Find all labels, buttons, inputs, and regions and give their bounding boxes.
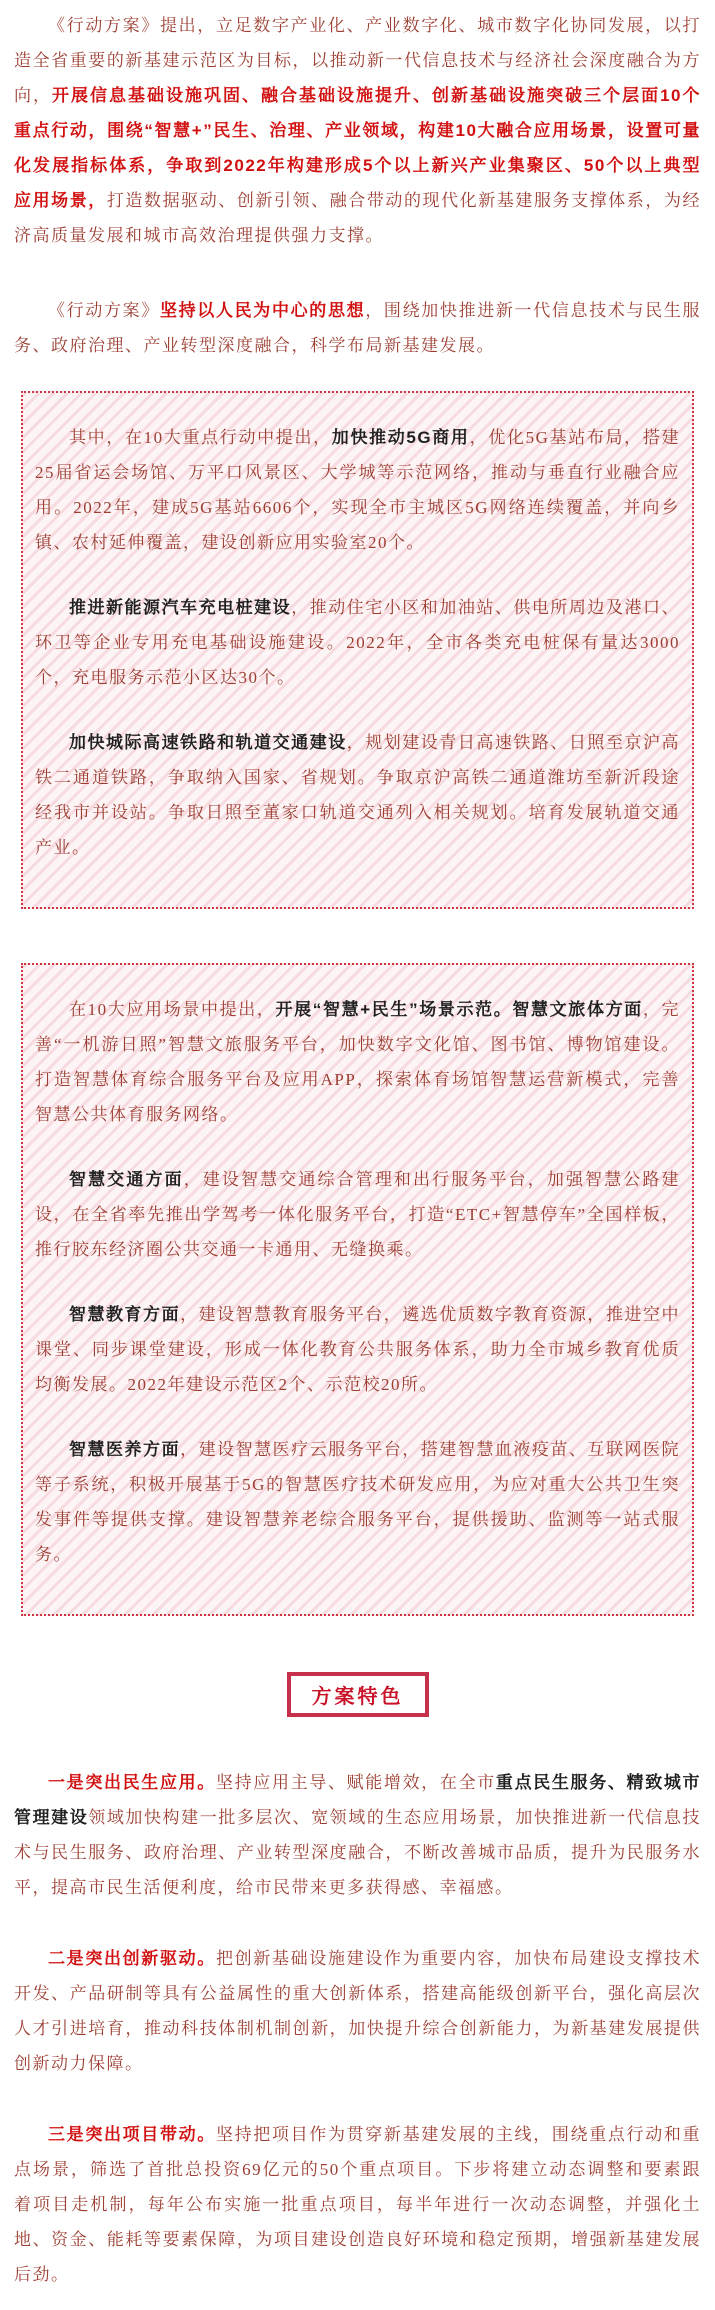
text-run: 智慧医养方面 xyxy=(69,1440,181,1459)
text-run: 加快城际高速铁路和轨道交通建设 xyxy=(69,733,347,752)
text-run: 把创新基础设施建设作为重要内容，加快布局建设支撑技术开发、产品研制等具有公益属性的重大创新体系，搭建高能级创新平台，强化高层次人才引进培育，推动科技体制机制创新，加快提升综合创新能力，为新基建发展提供创新动力保障。 xyxy=(14,1949,702,2073)
text-run: 坚持应用主导、赋能增效，在全市 xyxy=(215,1773,496,1792)
text-run: 加快推动5G商用 xyxy=(331,428,470,447)
text-run: 智慧交通方面 xyxy=(69,1170,184,1189)
text-run: ，规划建设青日高速铁路、日照至京沪高铁二通道铁路，争取纳入国家、省规划。争取京沪高铁二通道潍坊至新沂段途经我市并设站。争取日照至董家口轨道交通列入相关规划。培育发展轨道交通产业。 xyxy=(35,733,680,857)
text-run: ，建设智慧医疗云服务平台，搭建智慧血液疫苗、互联网医院等子系统，积极开展基于5G的智慧医疗技术研发应用，为应对重大公共卫生突发事件等提供支撑。建设智慧养老综合服务平台，提供援助、监测等一站式服务。 xyxy=(35,1440,680,1564)
box-paragraph-smart-education xyxy=(35,1297,680,1402)
text-run: 坚持以人民为中心的思想 xyxy=(159,301,366,320)
box-paragraph-smart-culture xyxy=(35,992,680,1132)
feature-paragraph-2 xyxy=(14,1941,701,2081)
text-run: ，优化5G基站布局，搭建25届省运会场馆、万平口风景区、大学城等示范网络，推动与垂直行业融合应用。2022年，建成5G基站6606个，实现全市主城区5G网络连续覆盖，并向乡镇、农村延伸覆盖，建设创新应用实验室20个。 xyxy=(35,428,681,552)
box-paragraph-charging-piles xyxy=(35,590,680,695)
badge-label: 方案特色 xyxy=(287,1672,429,1717)
box-paragraph-rail xyxy=(35,725,680,865)
text-run: 一是突出民生应用。 xyxy=(48,1773,216,1792)
text-run: 重点民生服务、精致城市管理建设 xyxy=(14,1773,702,1827)
text-run: 《行动方案》提出，立足数字产业化、产业数字化、城市数字化协同发展，以打造全省重要的新基建示范区为目标，以推动新一代信息技术与经济社会深度融合为方向， xyxy=(14,16,701,105)
feature-paragraph-3 xyxy=(14,2117,701,2292)
text-run: ，完善“一机游日照”智慧文旅服务平台，加快数字文化馆、图书馆、博物馆建设。打造智慧体育综合服务平台及应用APP，探索体育场馆智慧运营新模式，完善智慧公共体育服务网络。 xyxy=(35,1000,681,1124)
box-paragraph-smart-transport xyxy=(35,1162,680,1267)
text-run: ，建设智慧教育服务平台，遴选优质数字教育资源，推进空中课堂、同步课堂建设，形成一体化教育公共服务体系，助力全市城乡教育优质均衡发展。2022年建设示范区2个、示范校20所。 xyxy=(35,1305,680,1394)
text-run: 推进新能源汽车充电桩建设 xyxy=(69,598,292,617)
box-paragraph-5g xyxy=(35,420,680,560)
text-run: 其中，在10大重点行动中提出， xyxy=(69,428,332,447)
text-run: ，建设智慧交通综合管理和出行服务平台，加强智慧公路建设，在全省率先推出学驾考一体化服务平台，打造“ETC+智慧停车”全国样板，推行胶东经济圈公共交通一卡通用、无缝换乘。 xyxy=(35,1170,681,1259)
text-run: 坚持把项目作为贯穿新基建发展的主线，围绕重点行动和重点场景，筛选了首批总投资69亿元的50个重点项目。下步将建立动态调整和要素跟着项目走机制，每年公布实施一批重点项目，每半年进行一次动态调整，并强化土地、资金、能耗等要素保障，为项目建设创造良好环境和稳定预期，增强新基建发展后劲。 xyxy=(14,2125,702,2284)
text-run: 二是突出创新驱动。 xyxy=(48,1949,216,1968)
section-badge-plan-features xyxy=(287,1672,429,1717)
text-run: 领域加快构建一批多层次、宽领域的生态应用场景，加快推进新一代信息技术与民生服务、政府治理、产业转型深度融合，不断改善城市品质，提升为民服务水平，提高市民生活便利度，给市民带来更多获得感、幸福感。 xyxy=(14,1808,702,1897)
text-run: 《行动方案》 xyxy=(48,301,160,320)
plan-features-section xyxy=(0,1765,715,2292)
feature-paragraph-1 xyxy=(14,1765,701,1905)
intro-paragraph-1 xyxy=(14,8,701,253)
text-run: 在10大应用场景中提出， xyxy=(69,1000,276,1019)
box-paragraph-smart-health xyxy=(35,1432,680,1572)
text-run: ，围绕加快推进新一代信息技术与民生服务、政府治理、产业转型深度融合，科学布局新基建发展。 xyxy=(14,301,702,355)
text-run: 三是突出项目带动。 xyxy=(48,2125,216,2144)
highlight-box-key-actions xyxy=(21,391,694,909)
text-run: ，推动住宅小区和加油站、供电所周边及港口、环卫等企业专用充电基础设施建设。2022年，全市各类充电桩保有量达3000个，充电服务示范小区达30个。 xyxy=(35,598,680,687)
intro-paragraph-2 xyxy=(14,293,701,363)
highlight-box-smart-scenarios xyxy=(21,963,694,1616)
text-run: 智慧教育方面 xyxy=(69,1305,181,1324)
text-run: 开展信息基础设施巩固、融合基础设施提升、创新基础设施突破三个层面10个重点行动，围绕“智慧+”民生、治理、产业领域，构建10大融合应用场景，设置可量化发展指标体系，争取到2022年构建形成5个以上新兴产业集聚区、50个以上典型应用场景， xyxy=(14,86,701,210)
text-run: 打造数据驱动、创新引领、融合带动的现代化新基建服务支撑体系，为经济高质量发展和城市高效治理提供强力支撑。 xyxy=(14,191,702,245)
text-run: 开展“智慧+民生”场景示范。智慧文旅体方面 xyxy=(275,1000,643,1019)
